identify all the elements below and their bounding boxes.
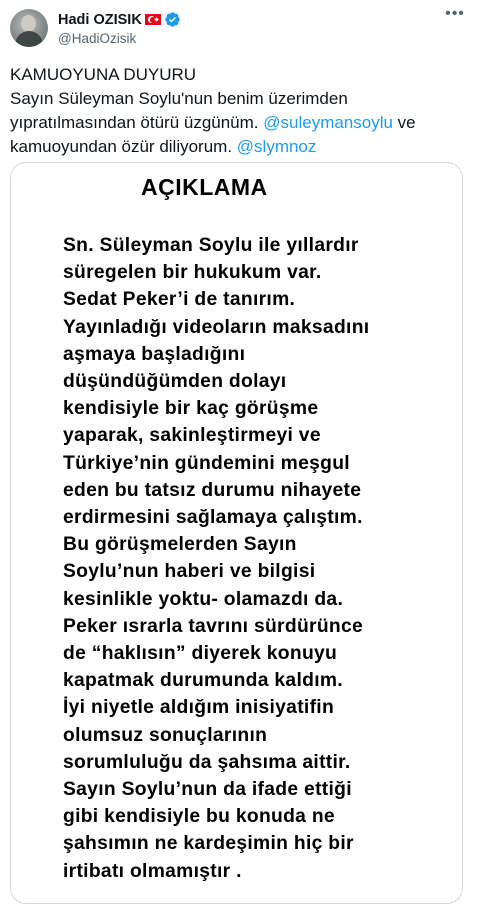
statement-line: şahsımın ne kardeşimin hiç bir: [63, 833, 354, 855]
statement-line: Soylu’nun haberi ve bilgisi: [63, 561, 316, 583]
turkey-flag-icon: [145, 14, 161, 25]
avatar[interactable]: [10, 9, 48, 47]
statement-line: Yayınladığı videoların maksadını: [63, 316, 370, 338]
tweet-text-segment: KAMUOYUNA DUYURU: [10, 65, 197, 84]
statement-line: kapatmak durumunda kaldım.: [63, 670, 343, 692]
statement-body: [63, 232, 458, 885]
statement-title: AÇIKLAMA: [141, 174, 268, 200]
statement-line: Sedat Peker’i de tanırım.: [63, 289, 296, 311]
statement-line: erdirmesini sağlamaya çalıştım.: [63, 507, 363, 529]
statement-line: yaparak, sakinleştirmeyi ve: [63, 425, 321, 447]
statement-line: de “haklısın” diyerek konuyu: [63, 643, 338, 665]
statement-line: düşündüğümden dolayı: [63, 371, 287, 393]
avatar-body-shape: [15, 31, 43, 47]
statement-line: Türkiye’nin gündemini meşgul: [63, 452, 350, 474]
statement-line: gibi kendisiyle bu konuda ne: [63, 806, 335, 828]
tweet-text-line: [10, 111, 472, 135]
tweet-text-segment: ve: [392, 113, 416, 132]
tweet-text-line: [10, 135, 472, 159]
attached-image[interactable]: [10, 162, 463, 904]
tweet-text: [10, 63, 472, 159]
tweet-text-line: [10, 87, 472, 111]
statement-line: aşmaya başladığını: [63, 343, 246, 365]
statement-line: olumsuz sonuçlarının: [63, 724, 268, 746]
avatar-head-shape: [21, 15, 36, 32]
tweet-text-segment: kamuoyundan özür diliyorum.: [10, 137, 237, 156]
statement-line: Bu görüşmelerden Sayın: [63, 534, 297, 556]
mention-link[interactable]: @slymnoz: [236, 137, 317, 156]
author-name-row[interactable]: [58, 11, 181, 28]
statement-line: Peker ısrarla tavrını sürdürünce: [63, 615, 364, 637]
statement-line: irtibatı olmamıştır .: [63, 860, 242, 882]
statement-line: Sn. Süleyman Soylu ile yıllardır: [63, 235, 359, 256]
statement-line: Sayın Soylu’nun da ifade ettiği: [63, 779, 352, 801]
author-handle[interactable]: @HadiOzisik: [58, 31, 137, 46]
tweet-header: [0, 0, 481, 58]
statement-line: süregelen bir hukukum var.: [63, 262, 322, 284]
statement-line: eden bu tatsız durumu nihayete: [63, 479, 362, 501]
statement-line: kendisiyle bir kaç görüşme: [63, 398, 319, 420]
mention-link[interactable]: @suleymansoylu: [263, 113, 393, 132]
author-name[interactable]: Hadi OZISIK: [58, 11, 142, 28]
verified-badge-icon: [164, 11, 181, 28]
statement-line: sorumluluğu da şahsıma aittir.: [63, 751, 351, 773]
statement-line: İyi niyetle aldığım inisiyatifin: [63, 697, 335, 719]
tweet-text-line: [10, 63, 472, 87]
tweet-text-segment: yıpratılmasından ötürü üzgünüm.: [10, 113, 264, 132]
statement-line: kesinlikle yoktu- olamazdı da.: [63, 588, 344, 610]
more-options-icon[interactable]: •••: [445, 5, 465, 22]
tweet-text-segment: Sayın Süleyman Soylu'nun benim üzerimden: [10, 89, 348, 108]
